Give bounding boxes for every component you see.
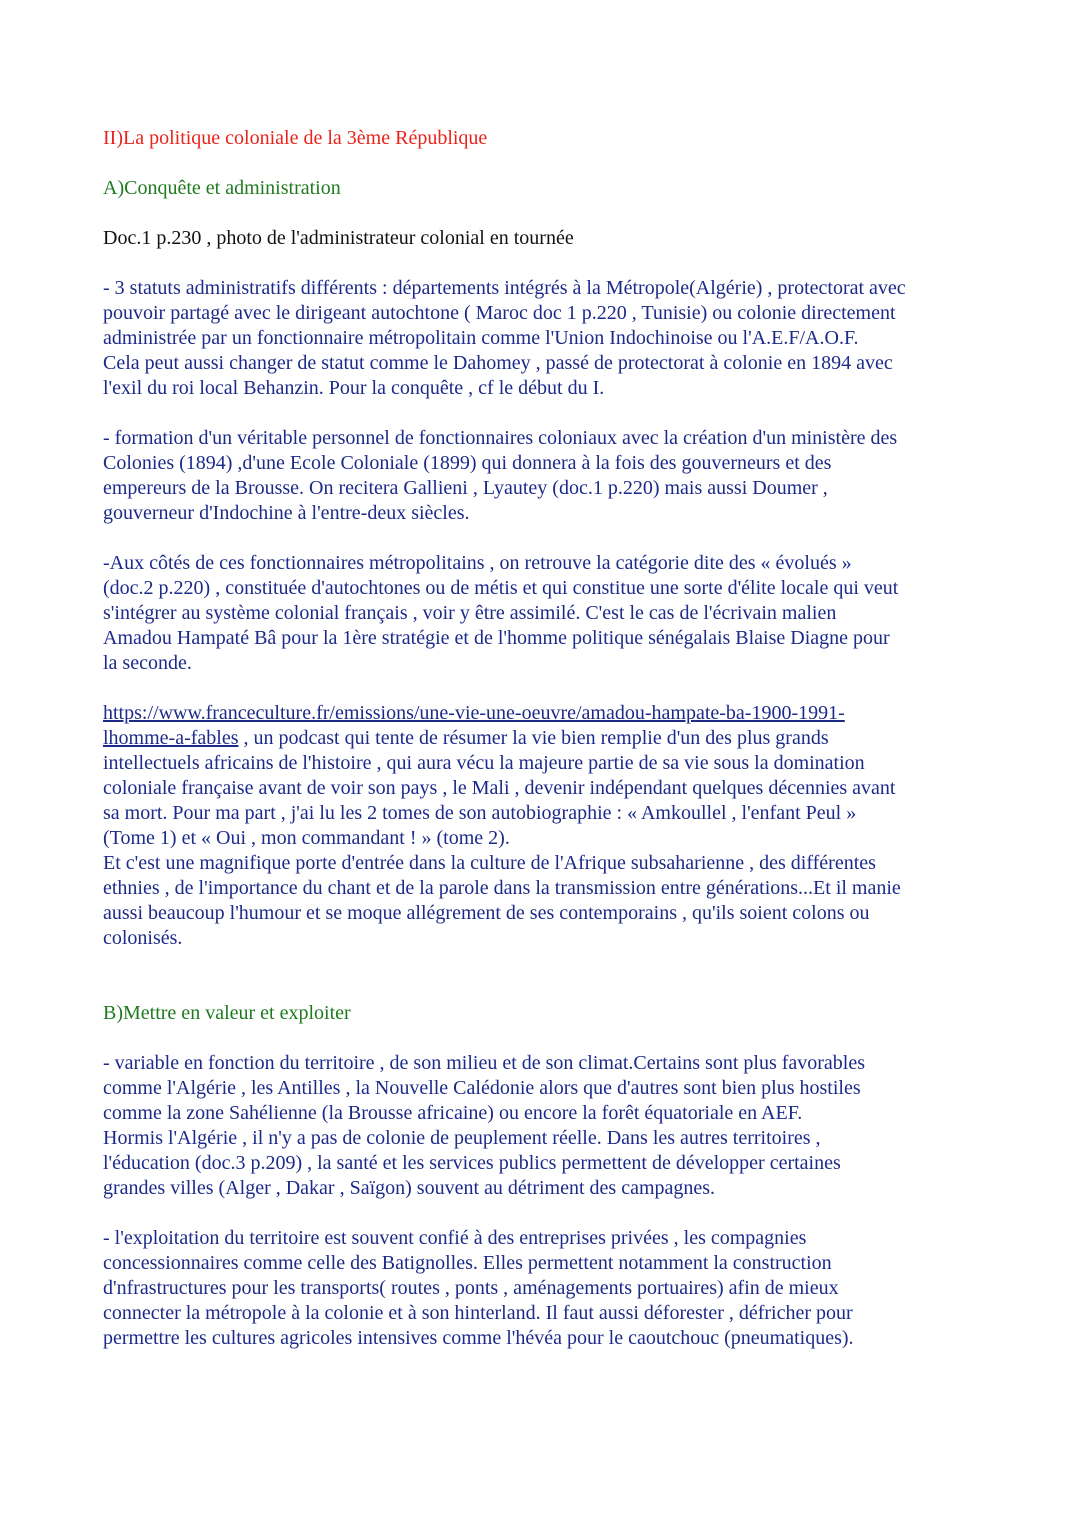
section-b-heading: B)Mettre en valeur et exploiter (103, 1002, 351, 1024)
section-a-heading: A)Conquête et administration (103, 177, 341, 199)
text-line: la seconde. (103, 652, 192, 674)
text-line: colonisés. (103, 927, 183, 949)
page-title: II)La politique coloniale de la 3ème République (103, 127, 488, 149)
text-line: - l'exploitation du territoire est souvent confié à des entreprises privées , les compagnies (103, 1227, 807, 1249)
text-line: - variable en fonction du territoire , de son milieu et de son climat.Certains sont plus favorables (103, 1052, 866, 1074)
text-line: administrée par un fonctionnaire métropolitain comme l'Union Indochinoise ou l'A.E.F/A.O.F. (103, 327, 859, 349)
text-line: gouverneur d'Indochine à l'entre-deux siècles. (103, 502, 470, 524)
text-line: pouvoir partagé avec le dirigeant autochtone ( Maroc doc 1 p.220 , Tunisie) ou colonie directement (103, 302, 896, 324)
text-line: permettre les cultures agricoles intensives comme l'hévéa pour le caoutchouc (pneumatiques). (103, 1327, 854, 1349)
text-line: intellectuels africains de l'histoire , qui aura vécu la majeure partie de sa vie sous la domination (103, 752, 865, 774)
text-line: l'exil du roi local Behanzin. Pour la conquête , cf le début du I. (103, 377, 605, 399)
text-line: (doc.2 p.220) , constituée d'autochtones ou de métis et qui constitue une sorte d'élite locale qui veut (103, 577, 899, 599)
section-a-paragraph-3 (103, 551, 993, 676)
text-line: sa mort. Pour ma part , j'ai lu les 2 tomes de son autobiographie : « Amkoullel , l'enfant Peul » (103, 802, 857, 824)
text-line: coloniale française avant de voir son pays , le Mali , devenir indépendant quelques décennies avant (103, 777, 896, 799)
text-line: connecter la métropole à la colonie et à son hinterland. Il faut aussi déforester , défricher pour (103, 1302, 853, 1324)
podcast-link-line-1 (103, 701, 993, 726)
text-line: Cela peut aussi changer de statut comme le Dahomey , passé de protectorat à colonie en 1894 avec (103, 352, 893, 374)
text-line: l'éducation (doc.3 p.209) , la santé et les services publics permettent de développer certaines (103, 1152, 841, 1174)
podcast-link-continued[interactable]: lhomme-a-fables (103, 727, 239, 749)
text-line: Et c'est une magnifique porte d'entrée dans la culture de l'Afrique subsaharienne , des différentes (103, 852, 876, 874)
text-line: Hormis l'Algérie , il n'y a pas de colonie de peuplement réelle. Dans les autres territoires , (103, 1127, 821, 1149)
section-b-paragraph-1 (103, 1051, 993, 1201)
link-trailing-text: , un podcast qui tente de résumer la vie bien remplie d'un des plus grands (238, 727, 829, 749)
section-b-paragraph-2 (103, 1226, 993, 1351)
text-line: comme l'Algérie , les Antilles , la Nouvelle Calédonie alors que d'autres sont bien plus hostiles (103, 1077, 861, 1099)
text-line: ethnies , de l'importance du chant et de la parole dans la transmission entre générations...Et il manie (103, 877, 901, 899)
text-line: Colonies (1894) ,d'une Ecole Coloniale (1899) qui donnera à la fois des gouverneurs et des (103, 452, 832, 474)
section-a-paragraph-2 (103, 426, 993, 526)
text-line: - formation d'un véritable personnel de fonctionnaires coloniaux avec la création d'un ministère des (103, 427, 898, 449)
text-line: (Tome 1) et « Oui , mon commandant ! » (tome 2). (103, 827, 510, 849)
text-line: d'nfrastructures pour les transports( routes , ponts , aménagements portuaires) afin de mieux (103, 1277, 839, 1299)
text-line: grandes villes (Alger , Dakar , Saïgon) souvent au détriment des campagnes. (103, 1177, 716, 1199)
text-line: Amadou Hampaté Bâ pour la 1ère stratégie et de l'homme politique sénégalais Blaise Diagne pour (103, 627, 890, 649)
text-line: s'intégrer au système colonial français , voir y être assimilé. C'est le cas de l'écrivain malien (103, 602, 837, 624)
text-line: concessionnaires comme celle des Batignolles. Elles permettent notamment la construction (103, 1252, 832, 1274)
podcast-link[interactable]: https://www.franceculture.fr/emissions/une-vie-une-oeuvre/amadou-hampate-ba-1900-1991- (103, 702, 845, 724)
text-line: empereurs de la Brousse. On recitera Gallieni , Lyautey (doc.1 p.220) mais aussi Doumer , (103, 477, 828, 499)
text-line: aussi beaucoup l'humour et se moque allégrement de ses contemporains , qu'ils soient colons ou (103, 902, 870, 924)
document-page (103, 126, 993, 1376)
text-line (103, 726, 993, 751)
doc-reference: Doc.1 p.230 , photo de l'administrateur colonial en tournée (103, 227, 574, 249)
text-line: -Aux côtés de ces fonctionnaires métropolitains , on retrouve la catégorie dite des « évolués » (103, 552, 852, 574)
section-a-paragraph-1 (103, 276, 993, 401)
text-line: - 3 statuts administratifs différents : départements intégrés à la Métropole(Algérie) , protectorat avec (103, 277, 906, 299)
section-a-paragraph-4 (103, 701, 993, 951)
text-line: comme la zone Sahélienne (la Brousse africaine) ou encore la forêt équatoriale en AEF. (103, 1102, 803, 1124)
